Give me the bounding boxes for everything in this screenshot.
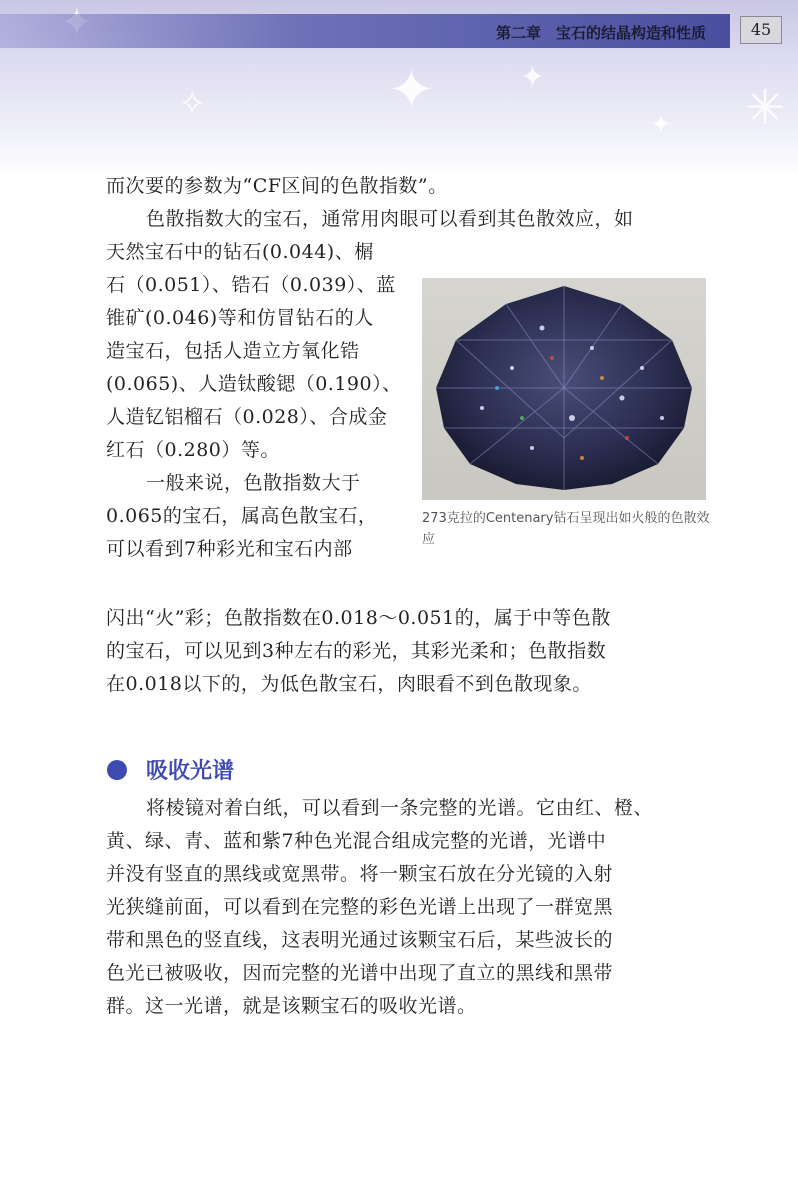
diamond-photo [422, 278, 706, 500]
text-line: 锥矿(0.046)等和仿冒钻石的人 [106, 307, 374, 329]
text-line: 造宝石，包括人造立方氧化锆 [106, 340, 360, 362]
text-line: 色光已被吸收，因而完整的光谱中出现了直立的黑线和黑带 [106, 962, 614, 984]
section-bullet-icon [107, 760, 127, 780]
figure-caption: 273克拉的Centenary钻石呈现出如火般的色散效应 [422, 511, 710, 547]
text-line: 0.065的宝石，属高色散宝石， [106, 505, 378, 527]
sparkle-icon: ✦ [650, 110, 672, 140]
paragraph-2-first-line: 色散指数大的宝石，通常用肉眼可以看到其色散效应，如 [146, 208, 634, 230]
text-line: 黄、绿、青、蓝和紫7种色光混合组成完整的光谱，光谱中 [106, 830, 607, 852]
page-number: 45 [740, 16, 782, 44]
text-line: 带和黑色的竖直线，这表明光通过该颗宝石后，某些波长的 [106, 929, 614, 951]
paragraph-1: 而次要的参数为“CF区间的色散指数”。 [106, 175, 448, 197]
text-line: 光狭缝前面，可以看到在完整的彩色光谱上出现了一群宽黑 [106, 896, 614, 918]
text-line: 将棱镜对着白纸，可以看到一条完整的光谱。它由红、橙、 [146, 797, 654, 819]
paragraph-3-full-width [106, 602, 746, 701]
sparkle-icon: ✦ [520, 60, 546, 95]
text-line: 石（0.051）、锆石（0.039）、蓝 [106, 274, 396, 296]
paragraph-4 [106, 792, 746, 1023]
sparkle-icon: ✧ [178, 84, 207, 124]
paragraph-2-wrapped-text [106, 236, 411, 566]
text-line: 群。这一光谱，就是该颗宝石的吸收光谱。 [106, 995, 477, 1017]
text-line: 在0.018以下的，为低色散宝石，肉眼看不到色散现象。 [106, 673, 592, 695]
text-line: 人造钇铝榴石（0.028）、合成金 [106, 406, 388, 428]
text-line: 闪出“火”彩；色散指数在0.018～0.051的，属于中等色散 [106, 607, 611, 629]
text-line: 并没有竖直的黑线或宽黑带。将一颗宝石放在分光镜的入射 [106, 863, 614, 885]
text-line: 天然宝石中的钻石(0.044)、榍 [106, 241, 374, 263]
section-heading: 吸收光谱 [146, 759, 235, 784]
text-line: 可以看到7种彩光和宝石内部 [106, 538, 353, 560]
text-line: 一般来说，色散指数大于 [146, 472, 361, 494]
diamond-icon [422, 278, 706, 500]
text-line: 的宝石，可以见到3种左右的彩光，其彩光柔和；色散指数 [106, 640, 607, 662]
text-line: 红石（0.280）等。 [106, 439, 280, 461]
sparkle-icon: ✦ [388, 58, 435, 123]
chapter-title: 第二章 宝石的结晶构造和性质 [495, 24, 706, 42]
sparkle-icon: ✳ [745, 80, 786, 136]
text-line: (0.065)、人造钛酸锶（0.190）、 [106, 373, 402, 395]
